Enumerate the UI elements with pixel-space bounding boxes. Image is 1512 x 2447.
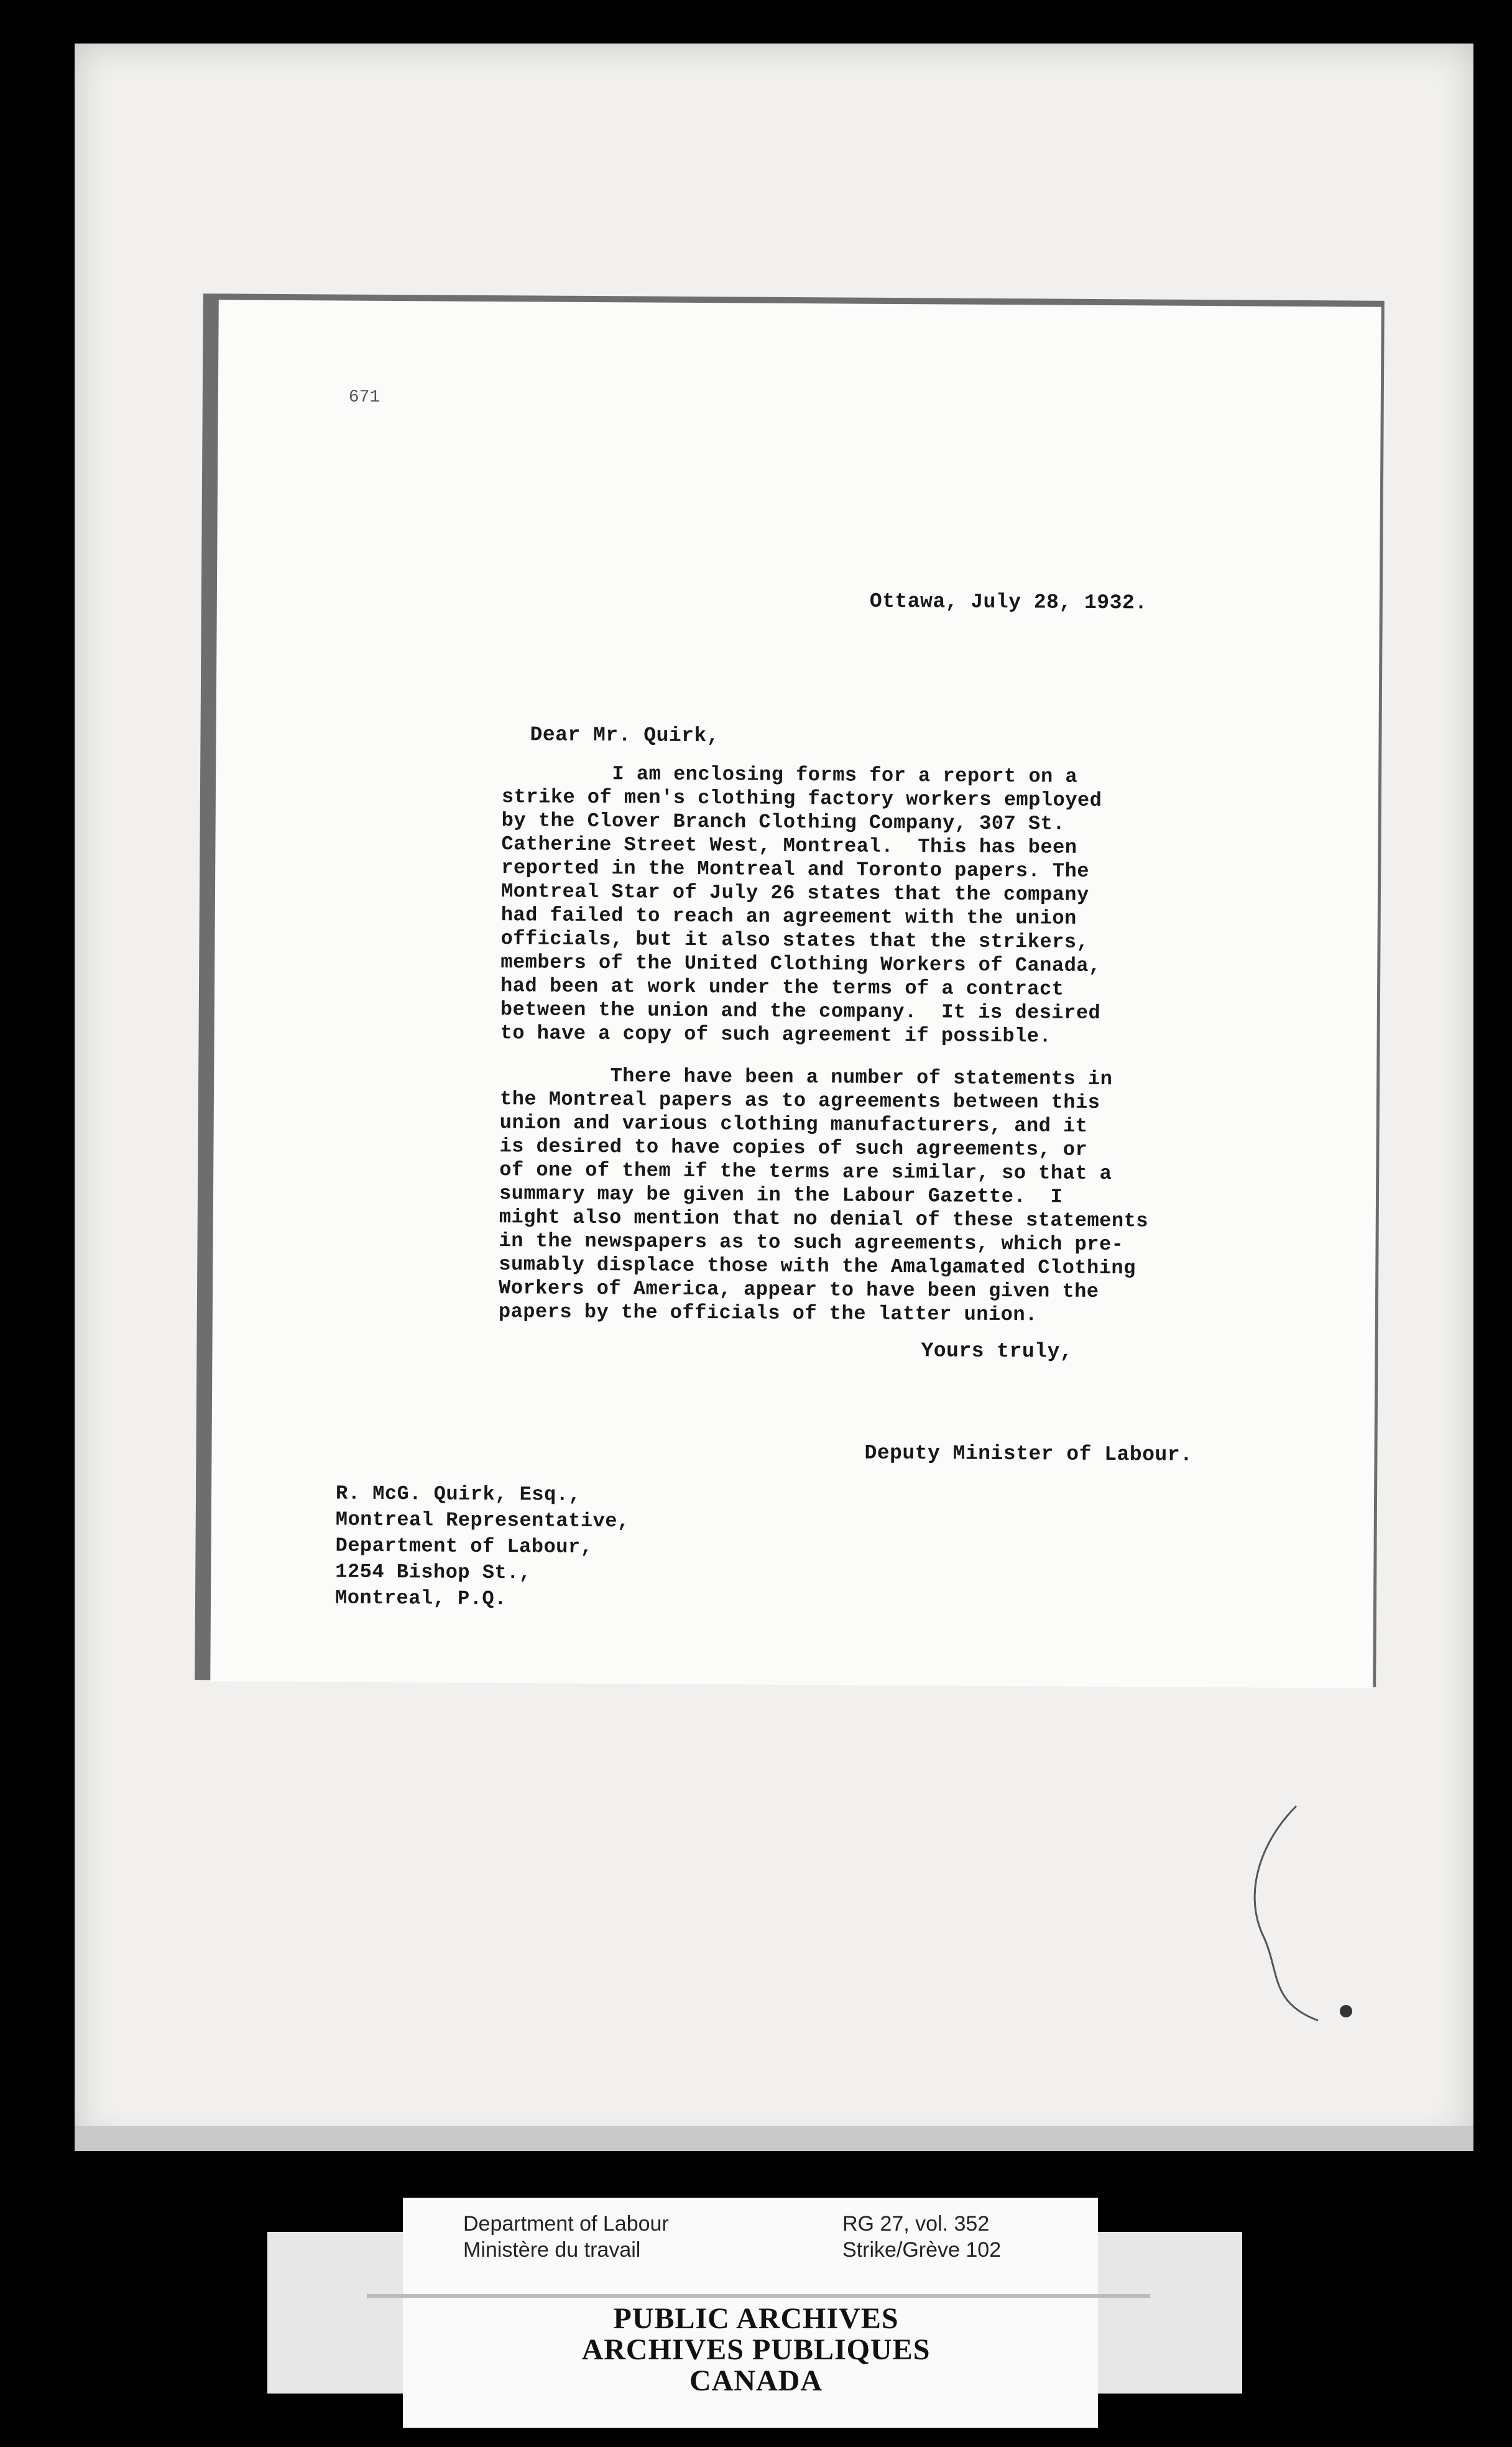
body-line: Montreal Star of July 26 states that the company: [500, 880, 1089, 906]
scratch-dot: [1340, 2005, 1352, 2017]
address-line: R. McG. Quirk, Esq.,: [335, 1482, 581, 1506]
body-line: There have been a number of statements in: [500, 1064, 1113, 1091]
address-line: Montreal Representative,: [335, 1508, 630, 1533]
address-line: Montreal, P.Q.: [334, 1586, 507, 1611]
body-line: strike of men's clothing factory workers employed: [501, 785, 1102, 813]
label-dept-fr: Ministère du travail: [463, 2238, 641, 2262]
letter-salutation: Dear Mr. Quirk,: [530, 723, 720, 748]
label-divider: [367, 2294, 1150, 2298]
letter-signature: Deputy Minister of Labour.: [864, 1441, 1193, 1467]
body-line: the Montreal papers as to agreements between this: [499, 1087, 1100, 1114]
body-line: of one of them if the terms are similar, so that a: [499, 1158, 1112, 1186]
stamp-line-en: PUBLIC ARCHIVES: [613, 2302, 899, 2335]
body-line: had been at work under the terms of a contract: [500, 974, 1064, 1001]
scratch-line: [1255, 1806, 1318, 2021]
body-line: between the union and the company. It is desired: [500, 998, 1101, 1025]
label-dept-en: Department of Labour: [463, 2212, 669, 2236]
body-line: by the Clover Branch Clothing Company, 307 St.: [501, 809, 1066, 836]
body-line: summary may be given in the Labour Gazette. I: [499, 1182, 1063, 1209]
stamp-line-fr: ARCHIVES PUBLIQUES: [581, 2333, 931, 2366]
body-line: to have a copy of such agreement if possible.: [500, 1021, 1052, 1048]
body-line: had failed to reach an agreement with the union: [500, 903, 1077, 930]
body-line: sumably displace those with the Amalgamated Clothing: [499, 1253, 1136, 1280]
body-line: in the newspapers as to such agreements, which pre-: [499, 1229, 1124, 1256]
label-reference: RG 27, vol. 352: [842, 2212, 990, 2236]
body-line: members of the United Clothing Workers of Canada,: [500, 951, 1101, 977]
label-strike: Strike/Grève 102: [842, 2238, 1002, 2262]
body-line: Catherine Street West, Montreal. This has been: [501, 832, 1077, 859]
body-line: union and various clothing manufacturers, and it: [499, 1111, 1088, 1138]
body-line: might also mention that no denial of these statements: [499, 1205, 1149, 1233]
body-line: is desired to have copies of such agreements, or: [499, 1135, 1088, 1161]
address-line: 1254 Bishop St.,: [335, 1560, 532, 1585]
letter-closing: Yours truly,: [921, 1339, 1073, 1363]
body-line: papers by the officials of the latter union.: [498, 1300, 1038, 1327]
body-line: reported in the Montreal and Toronto papers. The: [501, 856, 1090, 883]
corner-mark: 671: [348, 387, 380, 407]
letter-dateline: Ottawa, July 28, 1932.: [869, 589, 1148, 615]
body-line: officials, but it also states that the strikers,: [500, 927, 1089, 954]
body-line: Workers of America, appear to have been given the: [498, 1276, 1099, 1303]
address-line: Department of Labour,: [335, 1534, 593, 1559]
body-line: I am enclosing forms for a report on a: [502, 762, 1078, 788]
stamp-line-country: CANADA: [689, 2364, 823, 2397]
